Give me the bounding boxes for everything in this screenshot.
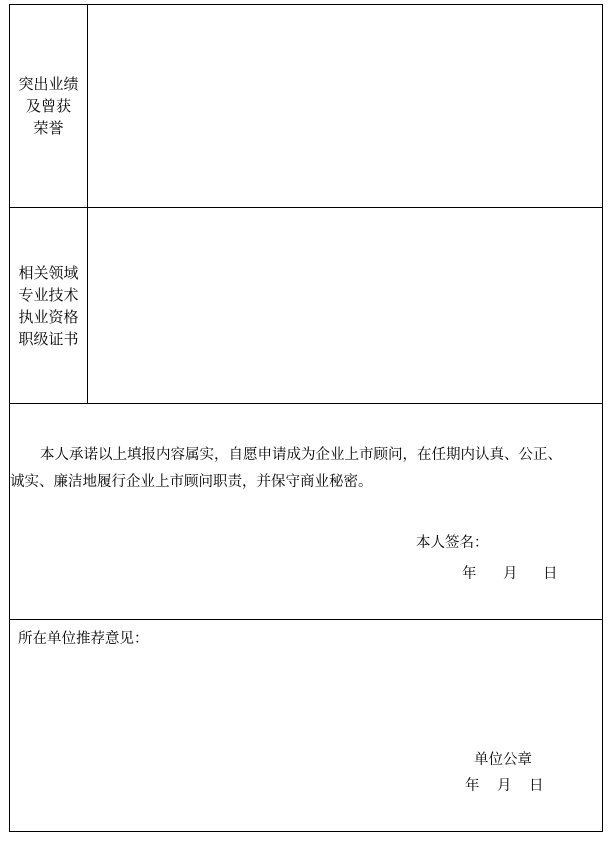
label-line: 突出业绩 [18, 75, 79, 93]
certificates-field[interactable] [88, 208, 602, 403]
recommendation-label: 所在单位推荐意见： [18, 631, 149, 647]
stamp-date-month: 月 [497, 778, 512, 794]
pledge-line-2: 诚实、廉洁地履行企业上市顾问职责，并保守商业秘密。 [10, 474, 373, 490]
label-line: 执业资格 [18, 308, 79, 326]
sign-date-month: 月 [503, 566, 518, 582]
pledge-line-1: 本人承诺以上填报内容属实，自愿申请成为企业上市顾问，在任期内认真、公正、 [40, 447, 562, 463]
label-line: 相关领域 [18, 264, 79, 282]
row-divider-2 [10, 403, 602, 404]
label-line: 专业技术 [18, 286, 79, 304]
recommendation-field[interactable] [18, 655, 594, 745]
stamp-date-day: 日 [529, 778, 544, 794]
sign-date-day: 日 [543, 566, 558, 582]
row-divider-3 [10, 619, 602, 620]
achievements-honors-field[interactable] [88, 5, 602, 207]
unit-stamp-label: 单位公章 [474, 752, 532, 768]
label-line: 及曾获 [25, 97, 71, 115]
stamp-date-year: 年 [465, 778, 480, 794]
certificates-label [10, 262, 87, 350]
signature-label: 本人签名： [416, 535, 489, 551]
sign-date-year: 年 [462, 566, 477, 582]
label-line: 职级证书 [18, 330, 79, 348]
signature-field[interactable] [490, 531, 590, 555]
label-line: 荣誉 [33, 119, 64, 137]
achievements-honors-label [10, 73, 87, 139]
application-form-table [9, 4, 603, 832]
